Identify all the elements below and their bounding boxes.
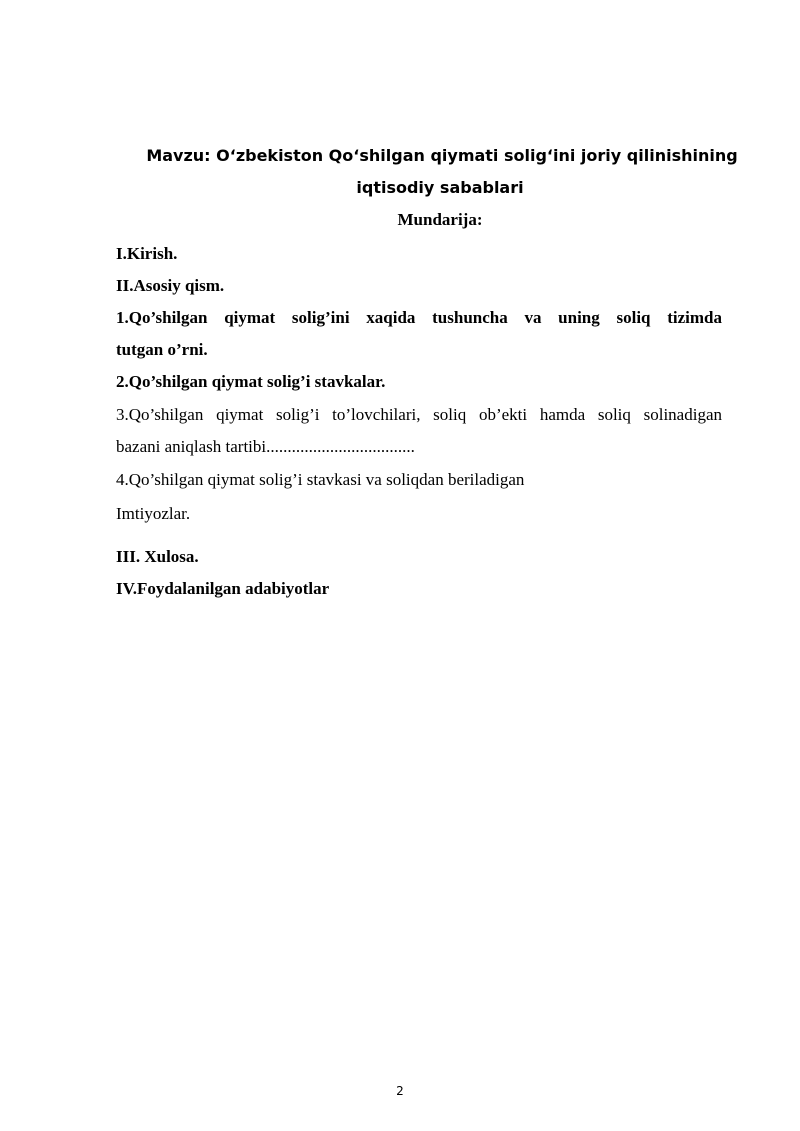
toc-item2: 2.Qo’shilgan qiymat solig’i stavkalar.: [116, 372, 386, 391]
toc-item3-line1: 3.Qo’shilgan qiymat solig’i to’lovchilari, soliq ob’ekti hamda soliq solinadigan: [116, 405, 722, 424]
toc-item-conclusion: III. Xulosa.: [116, 547, 199, 566]
toc-item1-line2: tutgan o’rni.: [116, 340, 208, 359]
toc-item4-line1: 4.Qo’shilgan qiymat solig’i stavkasi va soliqdan beriladigan: [116, 470, 525, 489]
toc-item3-line2: bazani aniqlash tartibi...................................: [116, 437, 415, 456]
toc-item-main-part: II.Asosiy qism.: [116, 276, 225, 295]
page-number: 2: [396, 1084, 404, 1098]
toc-item-intro: I.Kirish.: [116, 244, 178, 263]
contents-heading: Mundarija:: [397, 210, 483, 229]
document-title-line1: Mavzu: O‘zbekiston Qo‘shilgan qiymati solig‘ini joriy qilinishining: [146, 146, 738, 165]
toc-item-references: IV.Foydalanilgan adabiyotlar: [116, 579, 330, 598]
toc-item1-line1: 1.Qo’shilgan qiymat solig’ini xaqida tushuncha va uning soliq tizimda: [116, 308, 722, 327]
document-title-line2: iqtisodiy sabablari: [356, 178, 524, 197]
toc-item4-line2: Imtiyozlar.: [116, 504, 191, 523]
